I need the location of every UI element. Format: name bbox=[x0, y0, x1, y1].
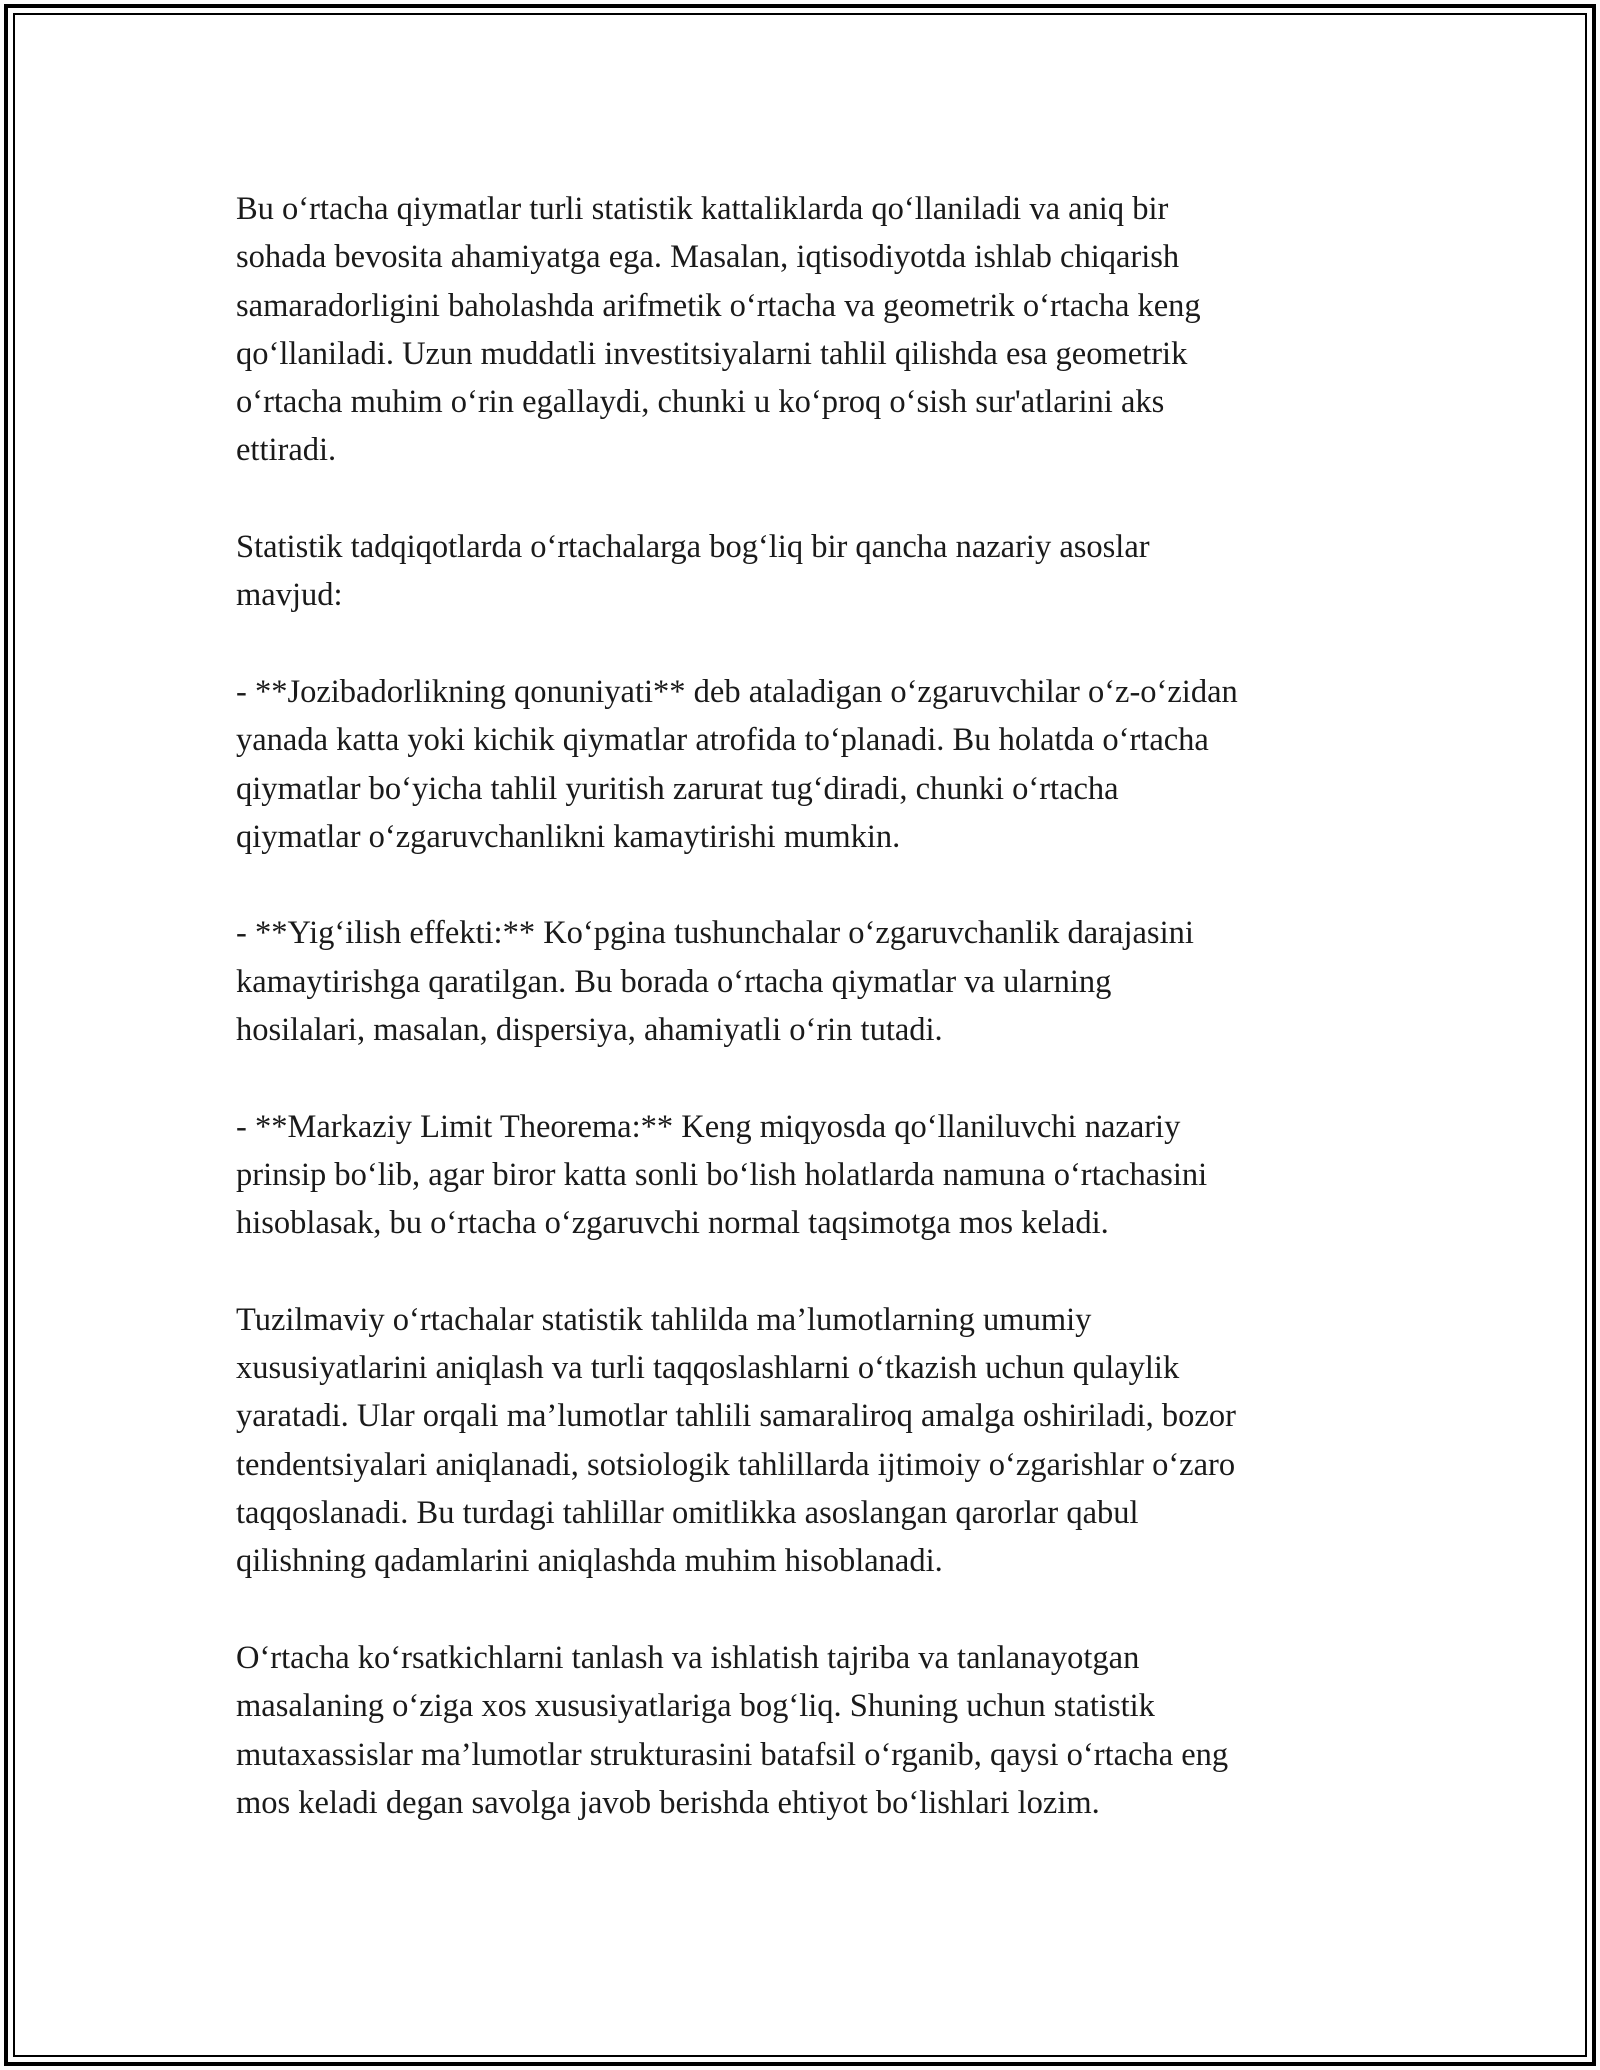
list-item-central-limit-theorem: - **Markaziy Limit Theorema:** Keng miqyosda qo‘llaniluvchi nazariy prinsip bo‘lib, agar biror katta sonli bo‘lish holatlarda namuna o‘rtachasini hisoblasak, bu o‘rtacha o‘zgaruvchi normal taqsimotga mos keladi. bbox=[236, 1108, 1208, 1242]
paragraph-geometric-mean-usage: Bu o‘rtacha qiymatlar turli statistik kattaliklarda qo‘llaniladi va aniq bir sohada bevosita ahamiyatga ega. Masalan, iqtisodiyotda ishlab chiqarish samaradorligini baholashda arifmetik o‘rtacha va geometrik o‘rtacha keng qo‘llaniladi. Uzun muddatli investitsiyalarni tahlil qilishda esa geometrik o‘rtacha muhim o‘rin egallaydi, chunki u ko‘proq o‘sish sur'atlarini aks ettiradi. bbox=[236, 191, 1201, 469]
paragraph-structural-means: Tuzilmaviy o‘rtachalar statistik tahlilda ma’lumotlarning umumiy xususiyatlarini aniqlash va turli taqqoslashlarni o‘tkazish uchun qulaylik yaratadi. Ular orqali ma’lumotlar tahlili samaraliroq amalga oshiriladi, bozor tendentsiyalari aniqlanadi, sotsiologik tahlillarda ijtimoiy o‘zgarishlar o‘zaro taqqoslanadi. Bu turdagi tahlillar omitlikka asoslangan qarorlar qabul qilishning qadamlarini aniqlashda muhim hisoblanadi. bbox=[236, 1301, 1236, 1580]
list-item-attraction-law: - **Jozibadorlikning qonuniyati** deb ataladigan o‘zgaruvchilar o‘z-o‘zidan yanada katta yoki kichik qiymatlar atrofida to‘planadi. Bu holatda o‘rtacha qiymatlar bo‘yicha tahlil yuritish zarurat tug‘diradi, chunki o‘rtacha qiymatlar o‘zgaruvchanlikni kamaytirishi mumkin. bbox=[236, 673, 1238, 855]
list-item-aggregation-effect: - **Yig‘ilish effekti:** Ko‘pgina tushunchalar o‘zgaruvchanlik darajasini kamaytirishga qaratilgan. Bu borada o‘rtacha qiymatlar va ularning hosilalari, masalan, dispersiya, ahamiyatli o‘rin tutadi. bbox=[236, 915, 1194, 1049]
paragraph-choosing-averages: O‘rtacha ko‘rsatkichlarni tanlash va ishlatish tajriba va tanlanayotgan masalaning o‘ziga xos xususiyatlariga bog‘liq. Shuning uchun statistik mutaxassislar ma’lumotlar strukturasini batafsil o‘rganib, qaysi o‘rtacha eng mos keladi degan savolga javob berishda ehtiyot bo‘lishlari lozim. bbox=[236, 1639, 1229, 1821]
paragraph-theory-intro: Statistik tadqiqotlarda o‘rtachalarga bog‘liq bir qancha nazariy asoslar mavjud: bbox=[236, 529, 1150, 614]
document-body bbox=[236, 185, 1386, 1827]
